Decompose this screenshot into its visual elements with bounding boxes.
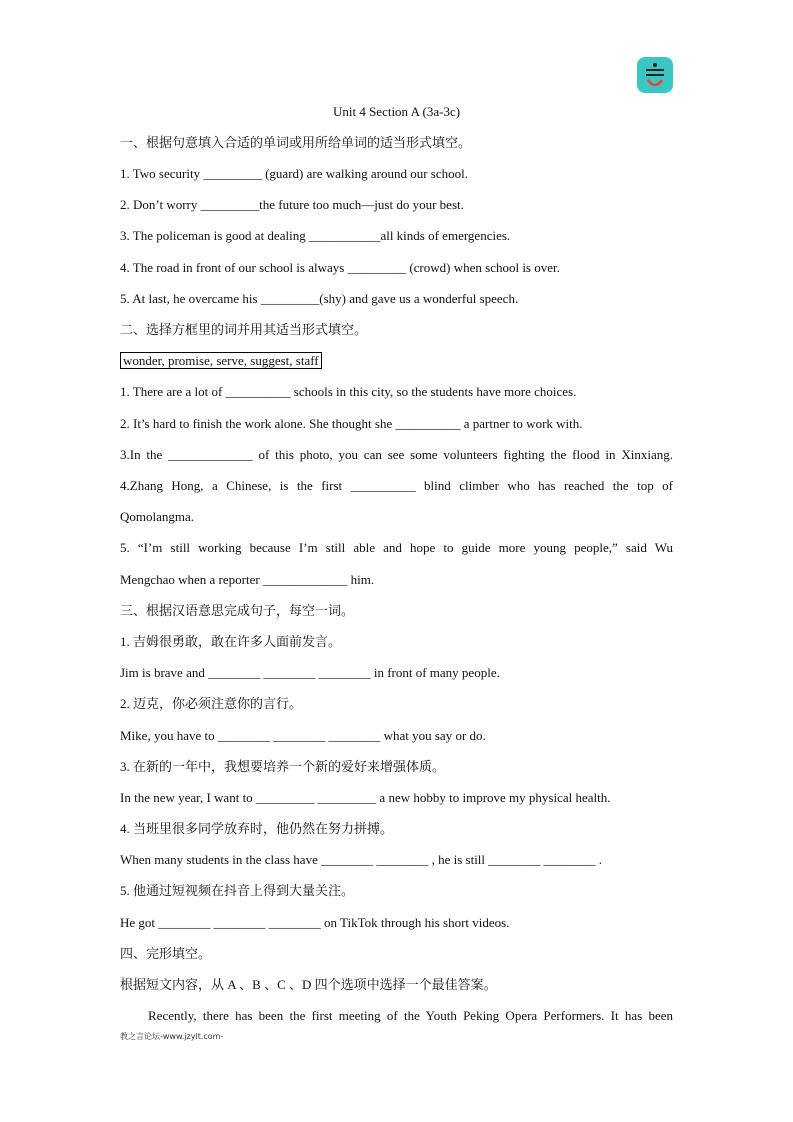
chinese-prompt: 5. 他通过短视频在抖音上得到大量关注。 xyxy=(120,883,355,898)
question-line: Mike, you have to ________ ________ ________ what you say or do. xyxy=(120,728,486,743)
question-line: When many students in the class have ________ ________ , he is still ________ ________ . xyxy=(120,852,603,867)
section-4-instruction: 根据短文内容，从 A 、B 、C 、D 四个选项中选择一个最佳答案。 xyxy=(120,977,497,992)
question-line: Mengchao when a reporter _____________ him. xyxy=(120,572,375,587)
question-line: In the new year, I want to _________ _________ a new hobby to improve my physical health. xyxy=(120,790,611,805)
page-footer: 教之言论坛-www.jzylt.com- xyxy=(120,1032,224,1041)
doc-logo-icon xyxy=(637,57,673,93)
question-line: 4. The road in front of our school is always _________ (crowd) when school is over. xyxy=(120,260,560,275)
question-line: He got ________ ________ ________ on TikTok through his short videos. xyxy=(120,915,510,930)
question-line: 3. The policeman is good at dealing ___________all kinds of emergencies. xyxy=(120,228,511,243)
passage-text: Recently, there has been the first meeting of the Youth Peking Opera Performers. It has been xyxy=(148,1008,673,1023)
question-line: 5. “I’m still working because I’m still able and hope to guide more young people,” said Wu xyxy=(120,540,673,555)
question-line: 5. At last, he overcame his _________(shy) and gave us a wonderful speech. xyxy=(120,291,519,306)
question-line: 1. There are a lot of __________ schools in this city, so the students have more choices. xyxy=(120,384,577,399)
section-1-heading: 一、根据句意填入合适的单词或用所给单词的适当形式填空。 xyxy=(120,135,472,150)
chinese-prompt: 3. 在新的一年中，我想要培养一个新的爱好来增强体质。 xyxy=(120,759,446,774)
chinese-prompt: 1. 吉姆很勇敢，敢在许多人面前发言。 xyxy=(120,634,342,649)
word-box: wonder, promise, serve, suggest, staff xyxy=(120,352,322,369)
section-2-heading: 二、选择方框里的词并用其适当形式填空。 xyxy=(120,322,368,337)
section-4-heading: 四、完形填空。 xyxy=(120,946,212,961)
question-line: 2. It’s hard to finish the work alone. She thought she __________ a partner to work with. xyxy=(120,416,583,431)
chinese-prompt: 2. 迈克，你必须注意你的言行。 xyxy=(120,696,303,711)
page-title: Unit 4 Section A (3a-3c) xyxy=(332,104,461,119)
question-line: 3.In the _____________ of this photo, you can see some volunteers fighting the flood in Xinxiang. xyxy=(120,447,673,462)
chinese-prompt: 4. 当班里很多同学放弃时，他仍然在努力拼搏。 xyxy=(120,821,394,836)
word-box-row xyxy=(120,352,673,369)
question-line: 1. Two security _________ (guard) are walking around our school. xyxy=(120,166,468,181)
question-line: 4.Zhang Hong, a Chinese, is the first __________ blind climber who has reached the top of xyxy=(120,478,673,493)
question-line: 2. Don’t worry _________the future too much—just do your best. xyxy=(120,197,464,212)
question-line: Jim is brave and ________ ________ ________ in front of many people. xyxy=(120,665,500,680)
section-3-heading: 三、根据汉语意思完成句子，每空一词。 xyxy=(120,603,355,618)
question-line: Qomolangma. xyxy=(120,509,195,524)
